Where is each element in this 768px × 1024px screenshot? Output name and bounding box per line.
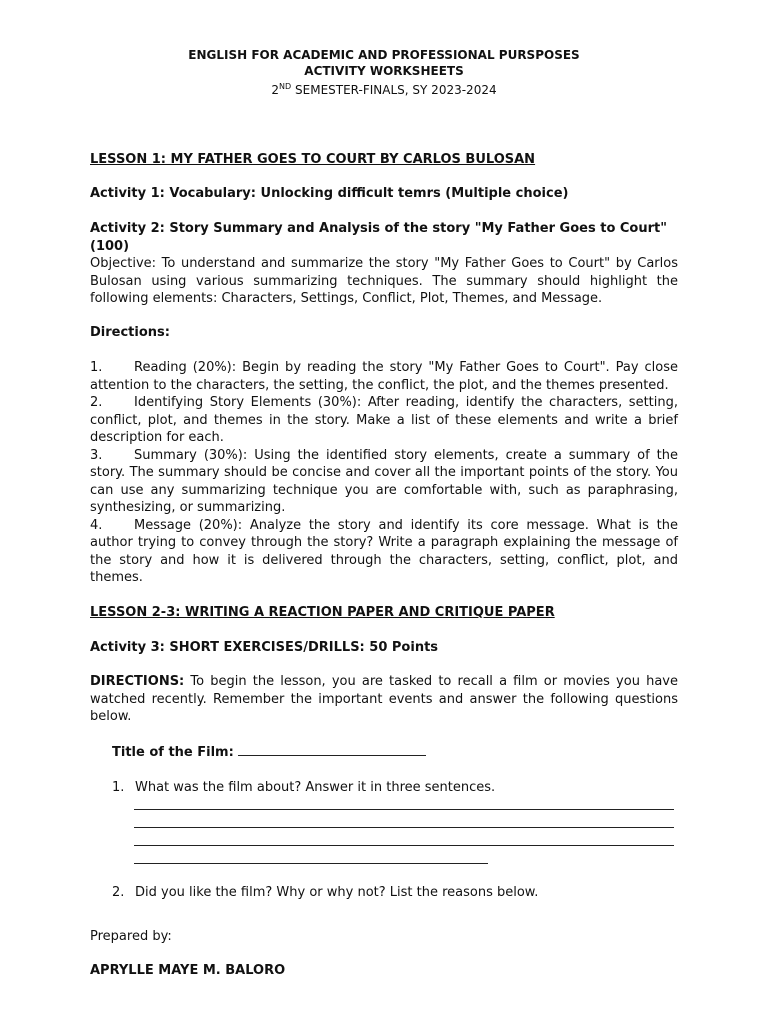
lesson2-directions-text: To begin the lesson, you are tasked to recall a film or movies you have watched recently. Remember the important events and answer the following questions below. — [90, 674, 678, 724]
list-item-number: 1. — [90, 360, 103, 375]
list-item-text: Summary (30%): Using the identified story elements, create a summary of the story. The summary should be concise and cover all the important points of the story. You can use any summarizing technique you are comfortable with, such as paraphrasing, synthesizing, or summarizing. — [90, 447, 678, 515]
document-title: ENGLISH FOR ACADEMIC AND PROFESSIONAL PURSPOSES — [188, 48, 580, 62]
list-item — [90, 394, 678, 447]
answer-line[interactable] — [134, 863, 488, 864]
objective-paragraph: Objective: To understand and summarize the story "My Father Goes to Court" by Carlos Bulosan using various summarizing techniques. The summary should highlight the following elements: Characters, Settings, Conflict, Plot, Themes, and Message. — [90, 256, 678, 306]
list-item-number: 3. — [90, 447, 103, 463]
author-name: APRYLLE MAYE M. BALORO — [90, 963, 286, 978]
list-item — [90, 447, 678, 517]
document-subtitle: ACTIVITY WORKSHEETS — [304, 64, 464, 78]
lesson2-title: LESSON 2-3: WRITING A REACTION PAPER AND CRITIQUE PAPER — [90, 605, 555, 620]
question-number: 2. — [112, 885, 125, 900]
list-item-text: Identifying Story Elements (30%): After reading, identify the characters, setting, conflict, plot, and themes in the story. Make a list of these elements and write a brief description for each. — [90, 395, 678, 445]
lesson2-directions — [90, 673, 678, 726]
question-text: What was the film about? Answer it in three sentences. — [135, 780, 496, 795]
activity2-heading: Activity 2: Story Summary and Analysis of the story "My Father Goes to Court" (100) — [90, 221, 668, 254]
document-header — [0, 47, 768, 98]
list-item-text: Reading (20%): Begin by reading the story "My Father Goes to Court". Pay close attention to the characters, the setting, the conflict, the plot, and the themes presented. — [90, 360, 678, 393]
directions-label: Directions: — [90, 325, 170, 340]
activity3-heading: Activity 3: SHORT EXERCISES/DRILLS: 50 Points — [90, 640, 439, 655]
film-title-label: Title of the Film: — [112, 745, 234, 760]
answer-line[interactable] — [134, 809, 674, 810]
question-text: Did you like the film? Why or why not? List the reasons below. — [135, 885, 539, 900]
lesson1-title: LESSON 1: MY FATHER GOES TO COURT BY CARLOS BULOSAN — [90, 152, 536, 167]
question-2 — [112, 884, 678, 902]
list-item-number: 4. — [90, 517, 103, 533]
question-1 — [112, 779, 678, 797]
answer-line[interactable] — [134, 827, 674, 828]
film-title-blank[interactable] — [238, 744, 426, 756]
activity1-heading: Activity 1: Vocabulary: Unlocking difficult temrs (Multiple choice) — [90, 186, 569, 201]
list-item — [90, 517, 678, 587]
answer-line[interactable] — [134, 845, 674, 846]
semester-suffix: ND — [279, 82, 292, 91]
question-number: 1. — [112, 780, 125, 795]
film-title-field — [112, 744, 678, 762]
list-item-number: 2. — [90, 395, 103, 410]
list-item — [90, 359, 678, 394]
lesson2-directions-label: DIRECTIONS: — [90, 674, 185, 689]
prepared-by-label: Prepared by: — [90, 929, 172, 944]
directions-list — [90, 359, 678, 587]
list-item-text: Message (20%): Analyze the story and identify its core message. What is the author trying to convey through the story? Write a paragraph explaining the message of the story and how it is delivered through the characters, setting, conflict, plot, and themes. — [90, 517, 678, 585]
semester-number: 2 — [271, 83, 280, 97]
semester-line — [0, 79, 768, 98]
semester-text: SEMESTER-FINALS, SY 2023-2024 — [291, 83, 497, 97]
